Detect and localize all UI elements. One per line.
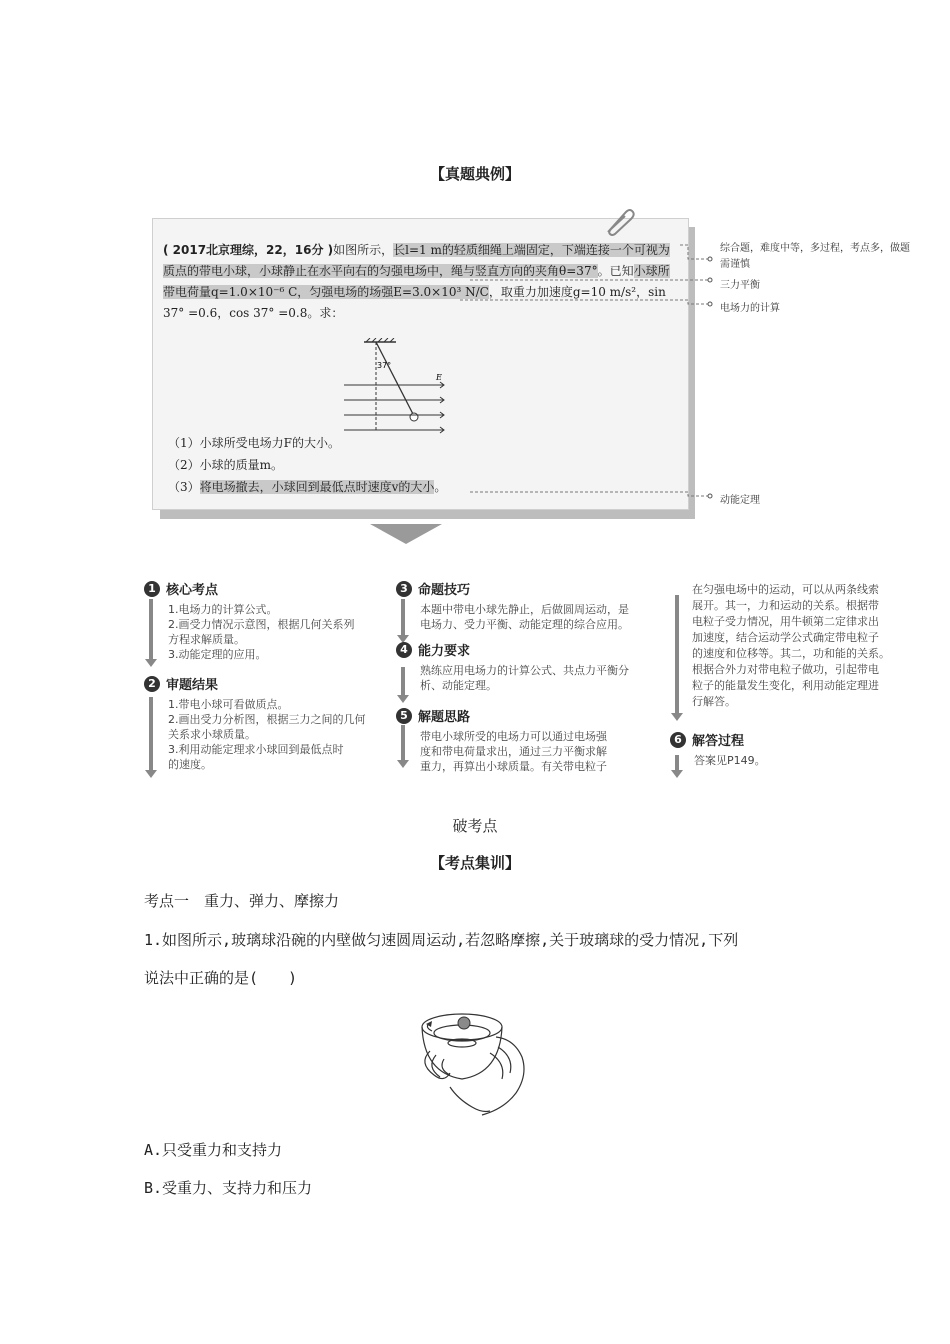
annotation-2: 三力平衡: [720, 280, 760, 291]
figure-angle-label: 37°: [377, 361, 392, 370]
bowl-illustration: [410, 1003, 535, 1125]
question-line-2: 说法中正确的是( ): [144, 969, 298, 987]
sub-question-3: （3）将电场撤去，小球回到最低点时速度v的大小。: [168, 480, 447, 494]
sub-question-1: （1）小球所受电场力F的大小。: [168, 436, 340, 450]
section-title: 【真题典例】: [429, 165, 520, 183]
breaking-title: 破考点: [452, 817, 498, 835]
step-number-badge: 4: [396, 642, 412, 658]
solution-idea-continued: 在匀强电场中的运动，可以从两条线索 展开。其一，力和运动的关系。根据带 电粒子受力情况，用牛顿第二定律求出 加速度，结合运动学公式确定带电粒子 的速度和位移等。其二，功和能的关系。 根据合外力对带电粒子做功，引起带电 粒子的能量发生变化，利用动能定理进 行解答。: [692, 583, 890, 708]
step-review-result: 2 审题结果 1.带电小球可看做质点。 2.画出受力分析图，根据三力之间的几何 关系求小球质量。 3.利用动能定理求小球回到最低点时 的速度。: [144, 674, 394, 772]
figure-field-label: E: [436, 373, 442, 382]
annotation-4: 动能定理: [720, 495, 760, 506]
step-number-badge: 2: [144, 676, 160, 692]
problem-text: ( 2017北京理综，22，16分 )如图所示，长l=1 m的轻质细绳上端固定，下端连接一个可视为质点的带电小球，小球静止在水平向右的匀强电场中，绳与竖直方向的夹角θ=37°。已知小球所带电荷量q=1.0×10⁻⁶ C，匀强电场的场强E=3.0×10³ N/C，取重力加速度g=10 m/s²，sin 37° =0.6，cos 37° =0.8。求：: [163, 243, 670, 320]
chevron-down-icon: [370, 524, 442, 544]
annotation-connectors: [160, 240, 720, 510]
training-title: 【考点集训】: [429, 854, 520, 872]
step-solution-idea: 5 解题思路 带电小球所受的电场力可以通过电场强 度和带电荷量求出，通过三力平衡求解 重力，再算出小球质量。有关带电粒子: [396, 706, 666, 774]
step-number-badge: 1: [144, 581, 160, 597]
step-solution-process: 6 解答过程 答案见P149。: [670, 730, 910, 768]
step-number-badge: 5: [396, 708, 412, 724]
annotation-1: 综合题，难度中等，多过程，考点多，做题需谨慎: [720, 243, 910, 270]
step-number-badge: 6: [670, 732, 686, 748]
topic-heading: 考点一 重力、弹力、摩擦力: [144, 892, 340, 910]
option-b: B.受重力、支持力和压力: [144, 1179, 313, 1197]
question-line-1: 1.如图所示,玻璃球沿碗的内壁做匀速圆周运动,若忽略摩擦,关于玻璃球的受力情况,下列: [144, 931, 739, 949]
step-design-skills: 3 命题技巧 本题中带电小球先静止，后做圆周运动，是 电场力、受力平衡、动能定理的综合应用。: [396, 579, 666, 632]
option-a: A.只受重力和支持力: [144, 1141, 283, 1159]
annotation-3: 电场力的计算: [720, 303, 780, 314]
step-ability-requirement: 4 能力要求 熟练应用电场力的计算公式、共点力平衡分 析、动能定理。: [396, 640, 666, 693]
problem-source: ( 2017北京理综，22，16分 ): [163, 243, 334, 257]
step-number-badge: 3: [396, 581, 412, 597]
step-core-points: 1 核心考点 1.电场力的计算公式。 2.画受力情况示意图，根据几何关系列 方程求解质量。 3.动能定理的应用。: [144, 579, 394, 662]
sub-question-2: （2）小球的质量m。: [168, 458, 284, 472]
paperclip-icon: [600, 206, 636, 236]
